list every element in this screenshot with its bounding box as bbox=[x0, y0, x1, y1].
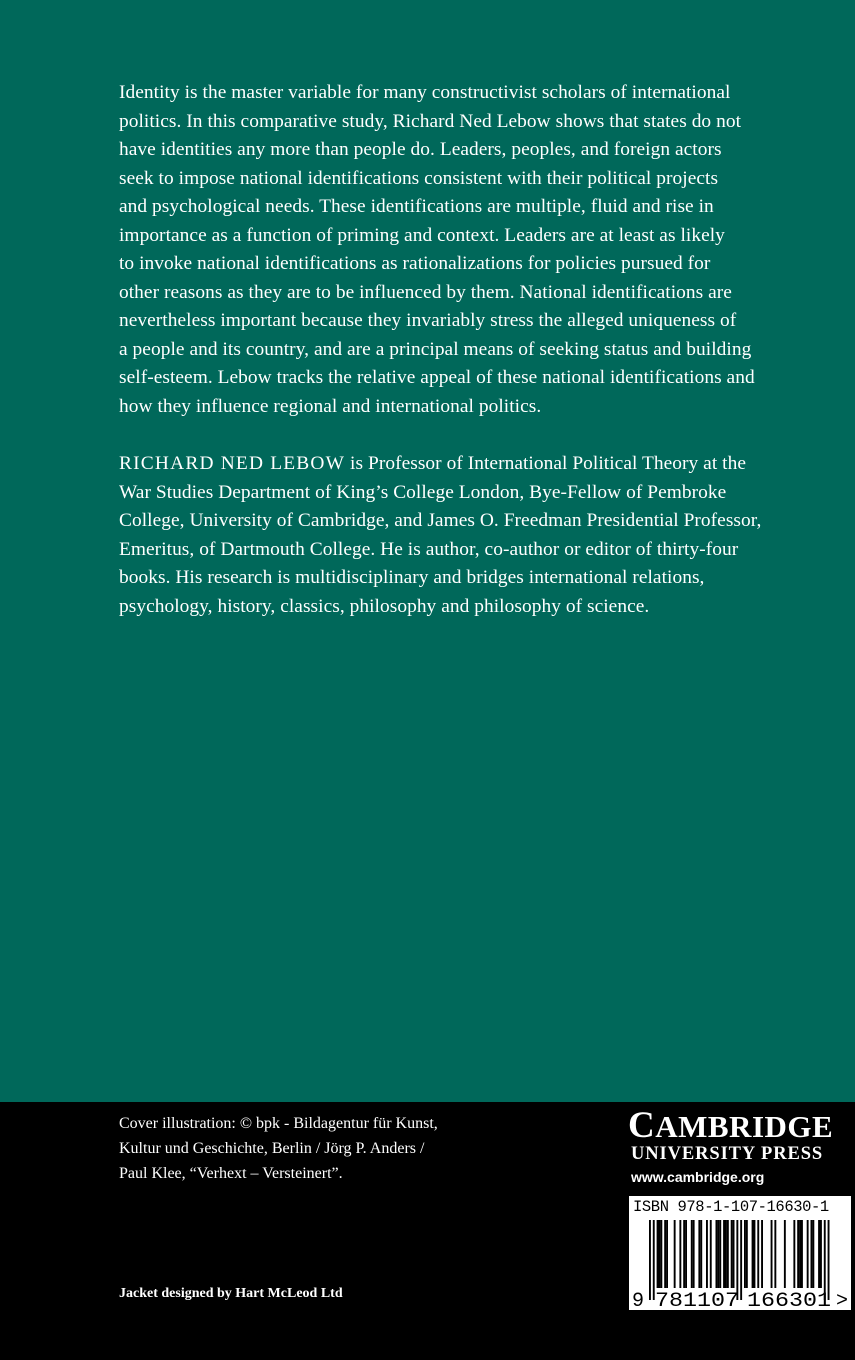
barcode-bar bbox=[793, 1220, 795, 1288]
publisher-logo-name bbox=[628, 1106, 852, 1147]
barcode-bar bbox=[801, 1220, 803, 1288]
barcode-bar bbox=[746, 1220, 748, 1288]
description-text: Identity is the master variable for many constructivist scholars of international politics. In this comparative study, Richard Ned Lebow shows that states do not have identities any more than people do. Leaders, peoples, and foreign actors seek to impose national identifications consistent with their political projects and psychological needs. These identifications are multiple, fluid and rise in importance as a function of priming and context. Leaders are at least as likely to invoke national identifications as rationalizations for policies pursued for other reasons as they are to be influenced by them. National identifications are nevertheless important because they invariably stress the alleged uniqueness of a people and its country, and are a principal means of seeking status and building self-esteem. Lebow tracks the relative appeal of these national identifications and how they influence regional and international politics. bbox=[119, 82, 755, 417]
barcode-bar bbox=[683, 1220, 685, 1288]
barcode-bar bbox=[744, 1220, 746, 1288]
barcode-bar bbox=[818, 1220, 820, 1288]
barcode-bar bbox=[774, 1220, 776, 1288]
barcode-bar bbox=[674, 1220, 676, 1288]
barcode-bar bbox=[649, 1220, 651, 1300]
barcode-bar bbox=[731, 1220, 733, 1288]
cover-illustration-credit: Cover illustration: © bpk - Bildagentur für Kunst, Kultur und Geschichte, Berlin / Jörg P. Anders / Paul Klee, “Verhext – Versteinert”. bbox=[119, 1115, 438, 1182]
isbn-label: ISBN 978-1-107-16630-1 bbox=[633, 1198, 829, 1216]
barcode-bar bbox=[733, 1220, 735, 1288]
isbn-barcode bbox=[629, 1196, 851, 1310]
barcode-bar bbox=[717, 1220, 719, 1288]
barcode-bar bbox=[685, 1220, 687, 1288]
barcode-bar bbox=[725, 1220, 727, 1288]
logo-initial: C bbox=[628, 1105, 656, 1146]
barcode-lead-digit: 9 bbox=[632, 1290, 645, 1310]
barcode-bar bbox=[754, 1220, 756, 1288]
barcode-bar bbox=[820, 1220, 822, 1288]
barcode-right-digits: 166301 bbox=[747, 1290, 831, 1310]
barcode-bar bbox=[710, 1220, 712, 1288]
barcode-bar bbox=[812, 1220, 814, 1288]
barcode-bar bbox=[679, 1220, 681, 1288]
barcode-bar bbox=[723, 1220, 725, 1288]
barcode-bar bbox=[740, 1220, 742, 1300]
author-name: RICHARD NED LEBOW bbox=[119, 453, 346, 474]
barcode-bar bbox=[706, 1220, 708, 1288]
barcode-bar bbox=[828, 1220, 830, 1300]
barcode-bar bbox=[757, 1220, 759, 1288]
barcode-bar bbox=[716, 1220, 718, 1288]
barcode-bar bbox=[719, 1220, 721, 1288]
barcode-bar bbox=[824, 1220, 826, 1300]
barcode-bar bbox=[664, 1220, 666, 1288]
barcode-bar bbox=[666, 1220, 668, 1288]
barcode-trailing-mark: > bbox=[836, 1290, 849, 1310]
barcode-bar bbox=[807, 1220, 809, 1288]
barcode-bar bbox=[761, 1220, 763, 1288]
publisher-logo-subtitle: UNIVERSITY PRESS bbox=[631, 1144, 824, 1164]
jacket-design-credit: Jacket designed by Hart McLeod Ltd bbox=[119, 1286, 343, 1301]
barcode-bar bbox=[727, 1220, 729, 1288]
barcode-graphic bbox=[629, 1218, 851, 1310]
bio-paragraph bbox=[119, 450, 819, 621]
publisher-url: www.cambridge.org bbox=[631, 1169, 765, 1185]
barcode-bar bbox=[752, 1220, 754, 1288]
book-description bbox=[119, 79, 819, 421]
barcode-bar bbox=[691, 1220, 693, 1288]
barcode-bar bbox=[799, 1220, 801, 1288]
barcode-bar bbox=[657, 1220, 659, 1288]
barcode-bar bbox=[693, 1220, 695, 1288]
author-bio bbox=[119, 450, 819, 621]
barcode-bar bbox=[698, 1220, 700, 1288]
barcode-bar bbox=[811, 1220, 813, 1288]
barcode-bar bbox=[797, 1220, 799, 1288]
barcode-bar bbox=[659, 1220, 661, 1288]
barcode-bar bbox=[660, 1220, 662, 1288]
barcode-bar bbox=[653, 1220, 655, 1300]
logo-rest: AMBRIDGE bbox=[655, 1109, 834, 1144]
bio-text: is Professor of International Political Theory at the War Studies Department of King’s College London, Bye-Fellow of Pembroke College, University of Cambridge, and James O. Freedman Presidential Professor, Emeritus, of Dartmouth College. He is author, co-author or editor of thirty-four books. His research is multidisciplinary and bridges international relations, psychology, history, classics, philosophy and philosophy of science. bbox=[119, 453, 762, 617]
barcode-bars bbox=[649, 1220, 830, 1300]
barcode-bar bbox=[771, 1220, 773, 1288]
barcode-left-digits: 781107 bbox=[655, 1290, 739, 1310]
barcode-bar bbox=[700, 1220, 702, 1288]
barcode-bar bbox=[736, 1220, 738, 1300]
barcode-bar bbox=[784, 1220, 786, 1288]
